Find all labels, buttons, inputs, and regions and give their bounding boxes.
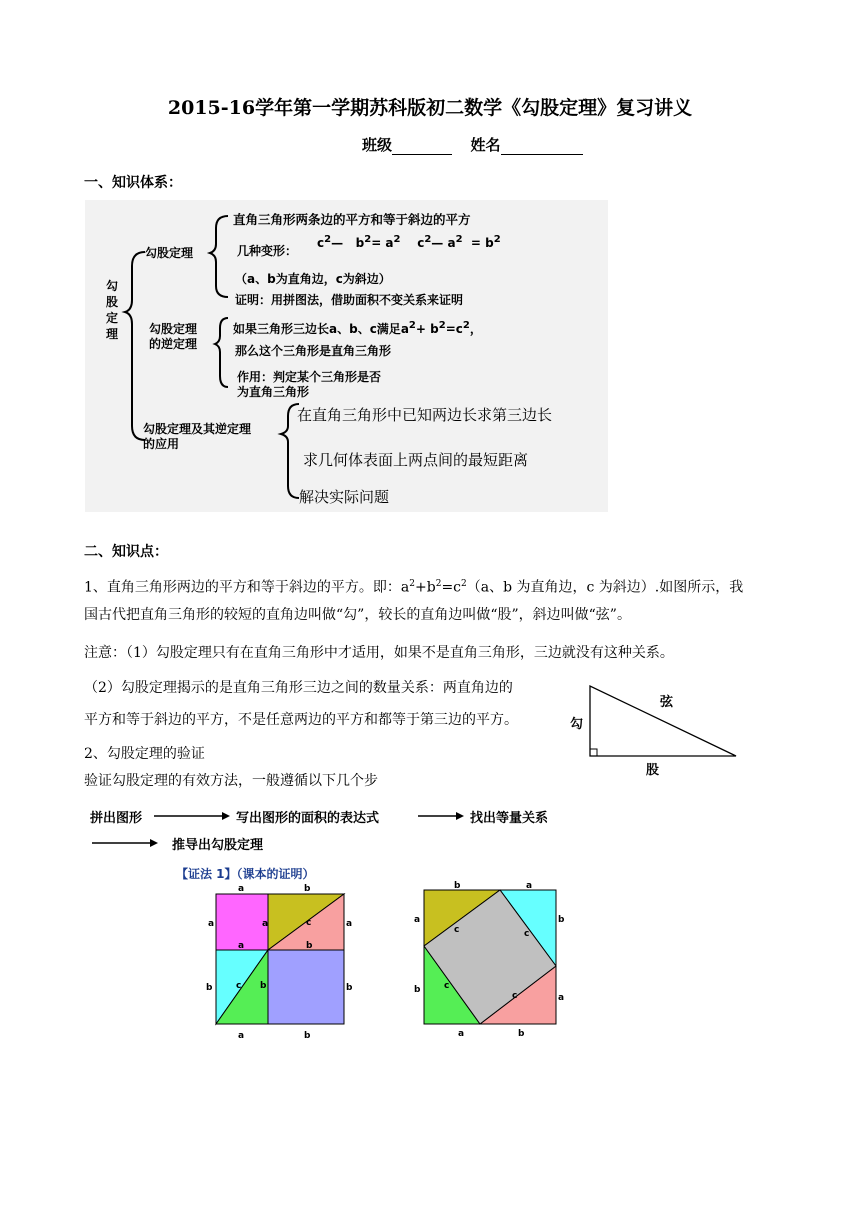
flow-arrow-1 [152, 807, 232, 825]
f1-label-b-top: b [304, 884, 311, 894]
b2-condition-text: 如果三角形三边长a、b、c满足 [233, 322, 401, 336]
f2-label-b-left: b [414, 985, 421, 995]
f1-label-a-left: a [208, 919, 215, 929]
flow-step-1: 拼出图形 [90, 811, 143, 826]
f2-label-b-right: b [558, 915, 565, 925]
f1-label-b-right: b [346, 983, 353, 993]
point2-desc: 验证勾股定理的有效方法，一般遵循以下几个步 [84, 773, 378, 789]
class-blank [392, 138, 452, 155]
f1-label-c-upper: c [306, 918, 312, 928]
name-label: 姓名 [470, 136, 501, 154]
b2-purpose: 作用：判定某个三角形是否 [237, 370, 382, 384]
b1-proof: 证明：用拼图法，借助面积不变关系来证明 [235, 293, 464, 307]
b3-item-practical: 解决实际问题 [299, 488, 390, 506]
flow-step-2: 写出图形的面积的表达式 [236, 811, 380, 826]
note1: 注意：（1）勾股定理只有在直角三角形中才适用，如果不是直角三角形，三边就没有这种关系。 [84, 645, 674, 661]
f1-label-b-left: b [206, 983, 213, 993]
class-name-line [362, 134, 583, 155]
f2-label-a-right: a [558, 993, 565, 1003]
f2-label-b-bottom: b [518, 1029, 525, 1039]
proof1-title: 【证法 1】（课本的证明） [176, 867, 315, 881]
f1-label-a-bottom: a [238, 1031, 245, 1040]
point1-suffix: （a、b 为直角边，c 为斜边）.如图所示，我 [466, 579, 744, 596]
mindmap-root: 勾股定理 [106, 279, 119, 341]
b2-conclusion: 那么这个三角形是直角三角形 [235, 344, 392, 358]
section2-heading: 二、知识点： [84, 544, 168, 560]
b1-variants-label: 几种变形： [237, 244, 298, 258]
section1-heading: 一、知识体系： [84, 175, 182, 191]
point1-line2: 国古代把直角三角形的较短的直角边叫做“勾”，较长的直角边叫做“股”，斜边叫做“弦”。 [84, 607, 631, 623]
name-blank [501, 138, 583, 155]
knowledge-mindmap [85, 200, 608, 512]
f1-label-a-inner: a [238, 941, 245, 951]
f1-label-b-bottom: b [304, 1031, 311, 1040]
f2-label-c-bl: c [444, 981, 450, 991]
f1-label-a-top: a [238, 884, 245, 894]
mindmap-branch-application-l2: 的应用 [143, 437, 180, 451]
mindmap-branch-converse-l1: 勾股定理 [149, 322, 198, 336]
f2-label-a-top: a [526, 881, 533, 891]
label-hypotenuse: 弦 [660, 695, 674, 710]
f1-label-a-right: a [346, 919, 353, 929]
flow-step-4: 推导出勾股定理 [172, 838, 264, 853]
mindmap-branch-pythagorean: 勾股定理 [145, 246, 194, 260]
proof-figure-1 [196, 880, 366, 1040]
point1-prefix: 1、直角三角形两边的平方和等于斜边的平方。即： [84, 579, 401, 596]
f1-label-c-lower: c [236, 981, 242, 991]
f1-label-a-mid: a [262, 919, 269, 929]
note2-line2: 平方和等于斜边的平方，不是任意两边的平方和都等于第三边的平方。 [84, 712, 518, 728]
b1-variant-formulas: $c^2—$ $b^2= a^2$ $c^2—$ $a^2 = b^2$ [317, 234, 501, 250]
f2-label-c-br: c [512, 991, 518, 1001]
flow-arrow-3 [90, 834, 170, 852]
b1-note: （a、b为直角边，c为斜边） [235, 272, 391, 286]
right-angle-mark [590, 749, 597, 756]
proof-figure-2 [402, 876, 572, 1040]
f1-label-b-mid: b [260, 981, 267, 991]
b2-purpose-cont: 为直角三角形 [237, 385, 310, 399]
label-long-leg: 股 [646, 763, 660, 778]
b3-item-third-side: 在直角三角形中已知两边长求第三边长 [297, 406, 553, 424]
flow-step-3: 找出等量关系 [470, 811, 549, 826]
mindmap-branch-converse-l2: 的逆定理 [149, 337, 198, 351]
f2-label-b-top: b [454, 881, 461, 891]
f2-label-a-left: a [414, 915, 421, 925]
f2-label-c-tr: c [524, 929, 530, 939]
note2-line1: （2）勾股定理揭示的是直角三角形三边之间的数量关系：两直角边的 [84, 680, 513, 696]
f2-label-c-tl: c [454, 925, 460, 935]
point1-line1: 1、直角三角形两边的平方和等于斜边的平方。即：$a^2+b^2=c^2(a$、b 为直角边，c 为斜边）.如图所示，我 [84, 579, 744, 596]
flow-arrow-2 [416, 807, 466, 825]
page-title: 2015-16学年第一学期苏科版初二数学《勾股定理》复习讲义 [167, 97, 693, 119]
b1-statement: 直角三角形两条边的平方和等于斜边的平方 [233, 212, 471, 227]
mindmap-branch-application-l1: 勾股定理及其逆定理 [143, 422, 252, 436]
f1-label-b-inner: b [306, 941, 313, 951]
b3-item-shortest-distance: 求几何体表面上两点间的最短距离 [303, 451, 529, 469]
f2-label-a-bottom: a [458, 1029, 465, 1039]
b2-condition: 如果三角形三边长a、b、c满足$a^2+ b^2=c^2$， [233, 320, 482, 336]
right-triangle-figure [560, 676, 760, 784]
label-short-leg: 勾 [570, 717, 584, 732]
point2-title: 2、勾股定理的验证 [84, 746, 205, 762]
class-label: 班级 [362, 136, 393, 154]
